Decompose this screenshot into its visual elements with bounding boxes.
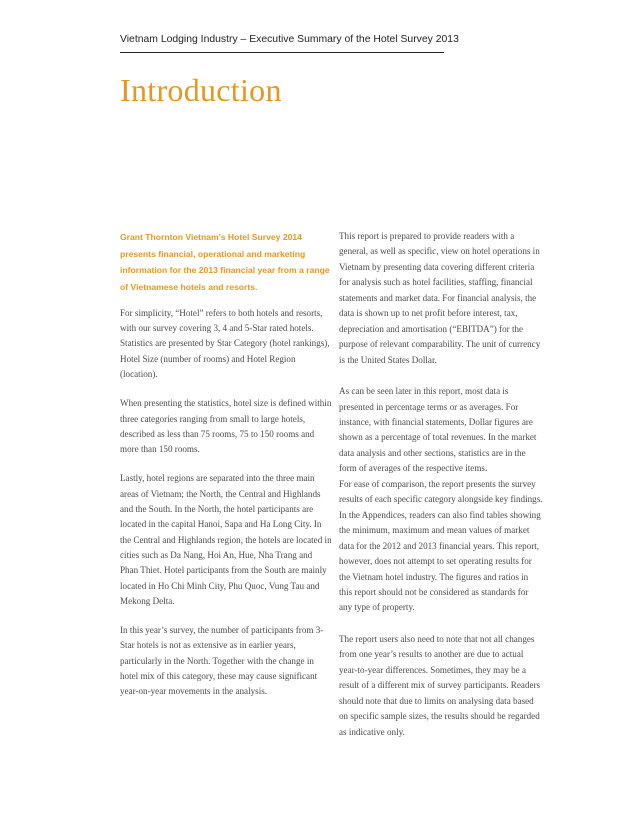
header-rule [120,52,444,53]
body-paragraph: Lastly, hotel regions are separated into the three main areas of Vietnam; the North, the Central and Highlands and the South. In the North, the hotel participants are located in the capital Hanoi, Sapa and Ha Long City. In the Central and Highlands region, the hotels are located in cities such as Da Nang, Hoi An, Hue, Nha Trang and Phan Thiet. Hotel participants from the South are mainly located in Ho Chi Minh City, Phu Quoc, Vung Tau and Mekong Delta. [120,473,332,606]
page-title: Introduction [120,72,282,108]
body-paragraph: For simplicity, “Hotel” refers to both hotels and resorts, with our survey covering 3, 4 and 5-Star rated hotels. Statistics are presented by Star Category (hotel rankings), Hotel Size (number of rooms) and Hotel Region (location). [120,307,330,379]
body-paragraph: For ease of comparison, the report presents the survey results of each specific category alongside key findings. In the Appendices, readers can also find tables showing the minimum, maximum and mean values of market data for the 2012 and 2013 financial years. This report, however, does not attempt to set operating results for the Vietnam hotel industry. The figures and ratios in this report should not be considered as standards for any type of property. [339,478,543,613]
body-paragraph: When presenting the statistics, hotel size is defined within three categories ranging from small to large hotels, described as less than 75 rooms, 75 to 150 rooms and more than 150 rooms. [120,398,332,455]
body-paragraph: In this year’s survey, the number of participants from 3-Star hotels is not as extensive as in earlier years, particularly in the North. Together with the change in hotel mix of this category, these may cause significant year-on-year movements in the analysis. [120,625,324,697]
body-paragraph: This report is prepared to provide readers with a general, as well as specific, view on hotel operations in Vietnam by presenting data covering different criteria for analysis such as hotel facilities, staffing, financial statements and market data. For financial analysis, the data is shown up to net profit before interest, tax, depreciation and amortisation (“EBITDA”) for the purpose of relevant comparability. The unit of currency is the United States Dollar. [339,231,541,365]
body-paragraph: The report users also need to note that not all changes from one year’s results to another are due to actual year-to-year differences. Sometimes, they may be a result of a different mix of survey participants. Readers should note that due to limits on analysing data based on specific sample sizes, the results should be regarded as indicative only. [339,633,541,737]
body-paragraph: As can be seen later in this report, most data is presented in percentage terms or as averages. For instance, with financial statements, Dollar figures are shown as a percentage of total revenues. In the market data analysis and other sections, statistics are in the form of averages of the respective items. [339,386,537,474]
running-header: Vietnam Lodging Industry – Executive Summary of the Hotel Survey 2013 [120,34,459,45]
right-column [339,229,543,756]
left-column [120,229,332,714]
lead-paragraph: Grant Thornton Vietnam’s Hotel Survey 2014 presents financial, operational and marketing information for the 2013 financial year from a range of Vietnamese hotels and resorts. [120,232,330,293]
